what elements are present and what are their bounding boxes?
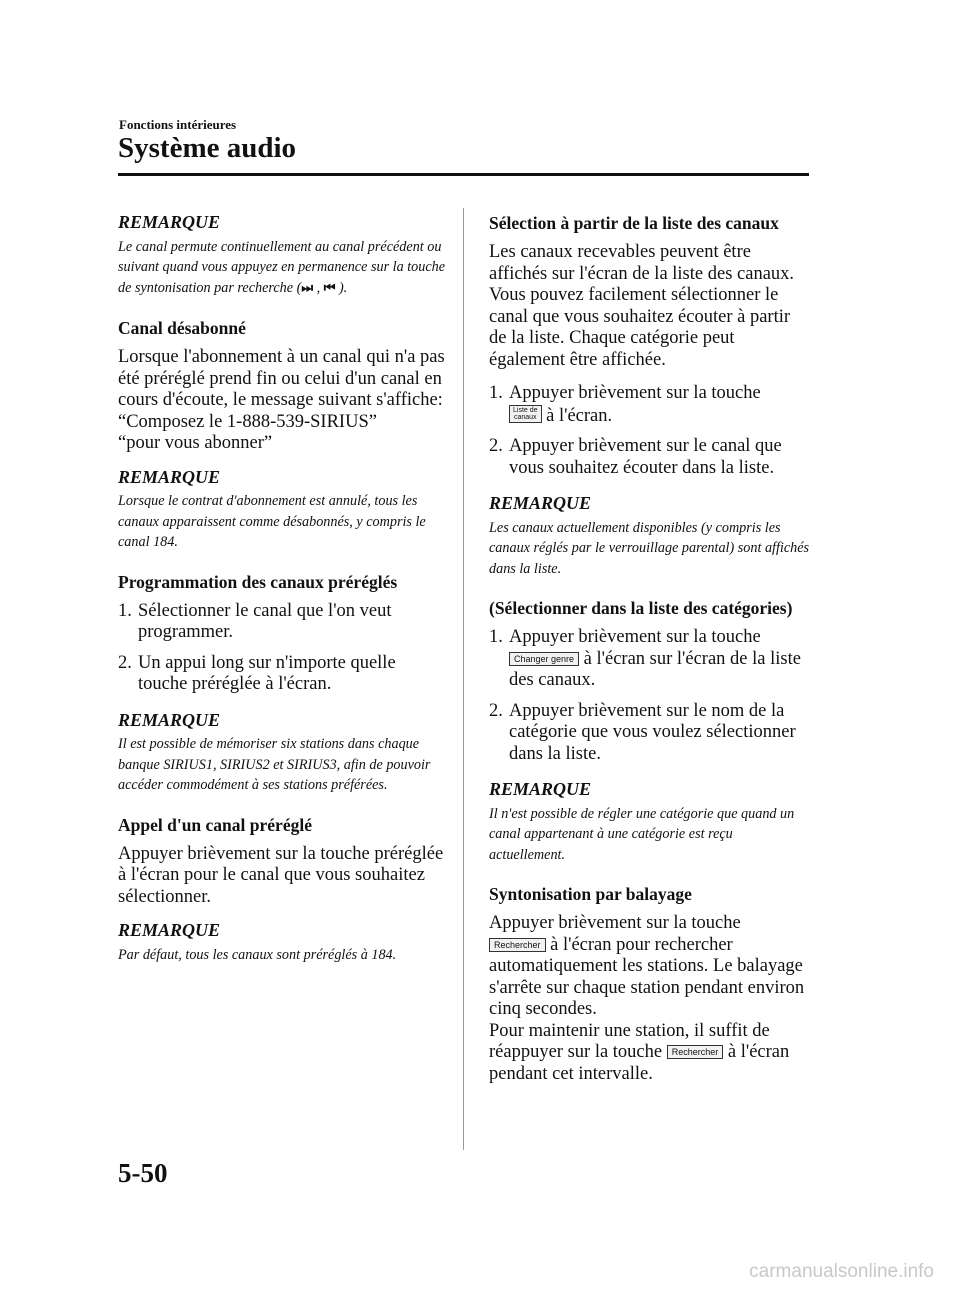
page-title: Système audio xyxy=(118,132,297,164)
heading-unsubscribed-channel: Canal désabonné xyxy=(118,318,246,338)
note-heading: REMARQUE xyxy=(489,493,592,513)
list-item: 2. Appuyer brièvement sur le canal que vous souhaitez écouter dans la liste. xyxy=(489,436,782,478)
channel-list-button[interactable]: Liste de canaux xyxy=(509,405,542,423)
left-column xyxy=(118,212,448,983)
list-item: 2. Un appui long sur n'importe quelle touche préréglée à l'écran. xyxy=(118,652,396,694)
note-heading: REMARQUE xyxy=(489,779,592,799)
note-text: Lorsque le contrat d'abonnement est annulé, tous les canaux apparaissent comme désabonnés, y compris le canal 184. xyxy=(118,493,426,550)
note-heading: REMARQUE xyxy=(118,709,221,730)
heading-categories: (Sélectionner dans la liste des catégories) xyxy=(489,598,793,618)
section-label: Fonctions intérieures xyxy=(119,117,237,132)
heading-scan-tuning: Syntonisation par balayage xyxy=(489,884,692,904)
note-text: Il n'est possible de régler une catégorie que quand un canal appartenant à une catégorie est reçu actuellement. xyxy=(489,805,795,863)
page-number: 5-50 xyxy=(118,1158,168,1188)
change-genre-button[interactable]: Changer genre xyxy=(509,652,579,666)
heading-preset-programming: Programmation des canaux préréglés xyxy=(118,571,398,592)
paragraph-channel-list: Les canaux recevables peuvent être affichés sur l'écran de la liste des canaux. Vous pouvez facilement sélectionner le canal que vous souhaitez écouter à partir de la liste. Chaque catégorie peut également être affichée. xyxy=(489,242,795,370)
note-text: Il est possible de mémoriser six stations dans chaque banque SIRIUS1, SIRIUS2 et SIRIUS3, afin de pouvoir accéder commodément à ses stations préférées. xyxy=(118,736,431,793)
list-item: 1. Appuyer brièvement sur la touche Liste de canaux à l'écran. xyxy=(489,383,761,426)
search-button[interactable]: Rechercher xyxy=(489,938,546,952)
search-button[interactable]: Rechercher xyxy=(667,1045,724,1059)
message-line: “pour vous abonner” xyxy=(118,433,273,453)
list-item: 1. Sélectionner le canal que l'on veut programmer. xyxy=(118,600,392,642)
header-rule xyxy=(118,173,809,176)
message-line: “Composez le 1-888-539-SIRIUS” xyxy=(118,411,377,432)
list-item: 1. Appuyer brièvement sur la touche Changer genre à l'écran sur l'écran de la liste des canaux. xyxy=(489,627,801,690)
watermark: carmanualsonline.info xyxy=(749,1261,934,1282)
seek-previous-icon: ⏮ xyxy=(323,280,336,296)
note-heading: REMARQUE xyxy=(118,212,221,232)
note-text: Le canal permute continuellement au canal précédent ou suivant quand vous appuyez en permanence sur la touche de syntonisation par recherche (⏭ , ⏮ ). xyxy=(118,238,446,296)
seek-next-icon: ⏭ xyxy=(301,280,314,296)
heading-preset-recall: Appel d'un canal préréglé xyxy=(118,814,312,835)
paragraph-unsubscribed: Lorsque l'abonnement à un canal qui n'a pas été préréglé prend fin ou celui d'un canal en cours d'écoute, le message suivant s'affiche: xyxy=(118,347,445,410)
column-divider xyxy=(463,208,464,1150)
right-column xyxy=(489,212,811,1085)
heading-channel-list: Sélection à partir de la liste des canaux xyxy=(489,213,779,233)
list-item: 2. Appuyer brièvement sur le nom de la catégorie que vous voulez sélectionner dans la liste. xyxy=(489,700,796,764)
paragraph-recall: Appuyer brièvement sur la touche préréglée à l'écran pour le canal que vous souhaitez sélectionner. xyxy=(118,843,444,907)
paragraph-scan-hold: Pour maintenir une station, il suffit de réappuyer sur la touche Rechercher à l'écran pendant cet intervalle. xyxy=(489,1020,790,1084)
note-text: Par défaut, tous les canaux sont préréglés à 184. xyxy=(118,946,397,963)
note-text: Les canaux actuellement disponibles (y compris les canaux réglés par le verrouillage parental) sont affichés dans la liste. xyxy=(489,519,810,577)
paragraph-scan: Appuyer brièvement sur la touche Rechercher à l'écran pour rechercher automatiquement les stations. Le balayage s'arrête sur chaque station pendant environ cinq secondes. xyxy=(489,913,805,1019)
note-heading: REMARQUE xyxy=(118,466,221,487)
note-heading: REMARQUE xyxy=(118,920,221,940)
